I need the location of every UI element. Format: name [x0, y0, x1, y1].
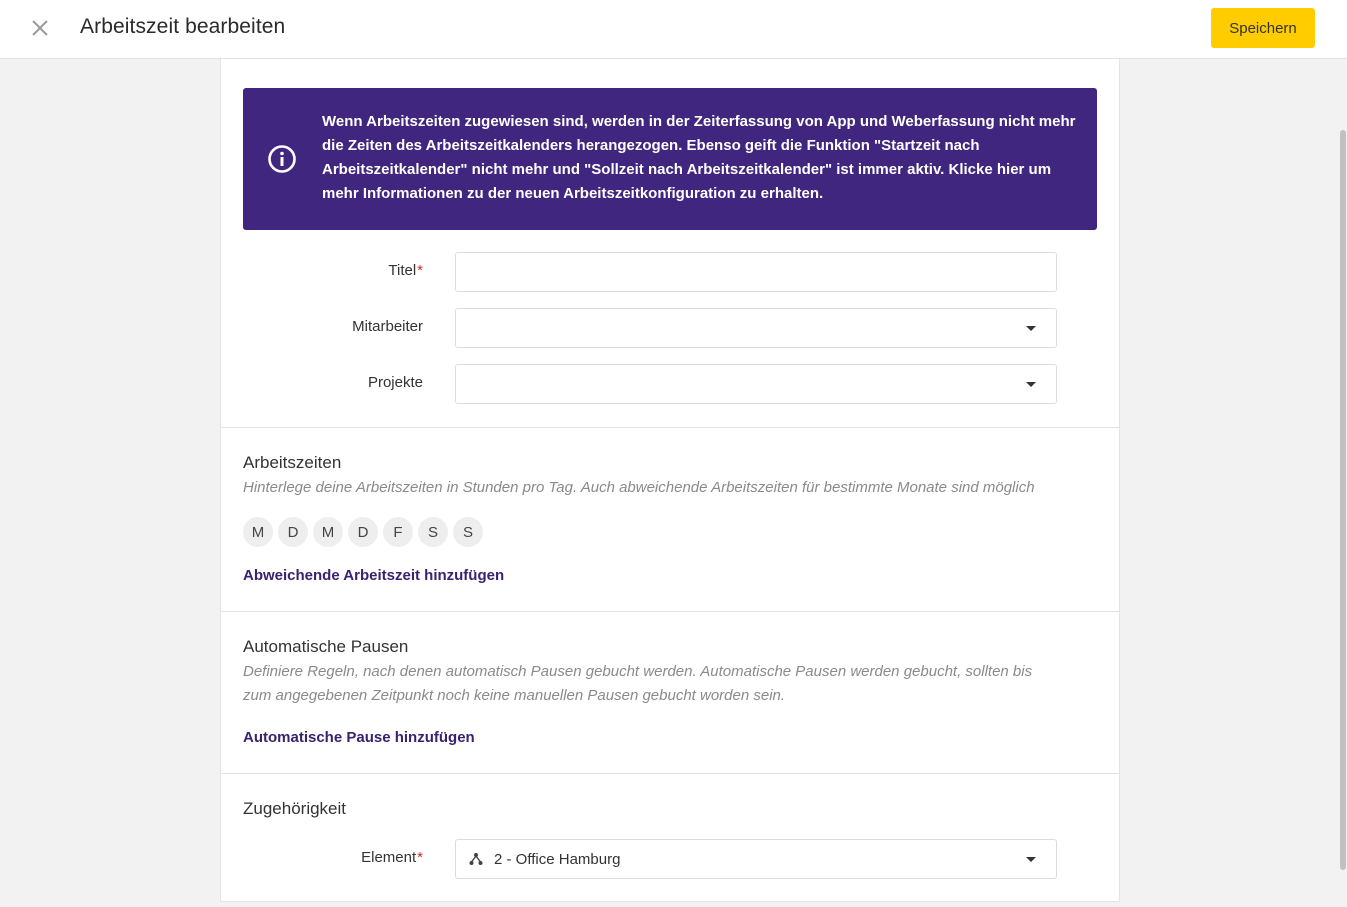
employees-row	[221, 308, 1121, 348]
auto-breaks-title: Automatische Pausen	[243, 637, 409, 656]
employees-select[interactable]	[455, 308, 1057, 348]
projects-label: Projekte	[367, 374, 423, 391]
projects-row	[221, 364, 1121, 404]
chevron-down-icon	[1026, 326, 1036, 331]
divider	[221, 773, 1119, 774]
weekday-selector	[243, 517, 488, 547]
element-row	[221, 839, 1121, 879]
day-chip-saturday[interactable]: S	[418, 517, 448, 547]
day-chip-friday[interactable]: F	[383, 517, 413, 547]
page-title: Arbeitszeit bearbeiten	[80, 15, 286, 38]
title-label: Titel*	[388, 262, 423, 279]
title-input[interactable]	[455, 252, 1057, 292]
element-label: Element*	[361, 849, 423, 866]
working-hours-title: Arbeitszeiten	[243, 453, 342, 472]
day-chip-thursday[interactable]: D	[348, 517, 378, 547]
top-bar	[0, 0, 1347, 59]
element-select[interactable]	[455, 839, 1057, 879]
close-icon	[31, 19, 49, 37]
auto-breaks-description: Definiere Regeln, nach denen automatisch Pausen gebucht werden. Automatische Pausen werden gebucht, sollten bis zum angegebenen Zeitpunkt noch keine manuellen Pausen gebucht worden sein.	[243, 663, 1033, 704]
membership-title: Zugehörigkeit	[243, 799, 347, 818]
chevron-down-icon	[1026, 382, 1036, 387]
form-card	[220, 40, 1120, 902]
day-chip-tuesday[interactable]: D	[278, 517, 308, 547]
info-icon	[267, 144, 297, 174]
day-chip-sunday[interactable]: S	[453, 517, 483, 547]
save-button[interactable]: Speichern	[1211, 8, 1315, 48]
chevron-down-icon	[1026, 857, 1036, 862]
element-value: 2 - Office Hamburg	[494, 850, 621, 868]
required-mark: *	[417, 262, 423, 279]
hierarchy-icon	[468, 851, 484, 867]
day-chip-wednesday[interactable]: M	[313, 517, 343, 547]
divider	[221, 427, 1119, 428]
title-row	[221, 252, 1121, 292]
required-mark: *	[417, 849, 423, 866]
info-banner-text: Wenn Arbeitszeiten zugewiesen sind, werden in der Zeiterfassung von App und Weberfassung nicht mehr die Zeiten des Arbeitszeitkalenders herangezogen. Ebenso geift die Funktion "Startzeit nach Arbeitszeitkalender" nicht mehr und "Sollzeit nach Arbeitszeitkalender" ist immer aktiv. Klicke hier um mehr Informationen zu der neuen Arbeitszeitkonfiguration zu erhalten.	[322, 113, 1076, 202]
scrollbar-thumb[interactable]	[1340, 130, 1346, 870]
info-banner[interactable]	[243, 88, 1097, 230]
projects-select[interactable]	[455, 364, 1057, 404]
working-hours-description: Hinterlege deine Arbeitszeiten in Stunden pro Tag. Auch abweichende Arbeitszeiten für bestimmte Monate sind möglich	[243, 479, 1035, 496]
add-deviating-hours-link[interactable]: Abweichende Arbeitszeit hinzufügen	[243, 567, 505, 584]
add-auto-break-link[interactable]: Automatische Pause hinzufügen	[243, 729, 475, 746]
close-button[interactable]	[26, 14, 54, 42]
divider	[221, 611, 1119, 612]
day-chip-monday[interactable]: M	[243, 517, 273, 547]
employees-label: Mitarbeiter	[352, 318, 423, 335]
